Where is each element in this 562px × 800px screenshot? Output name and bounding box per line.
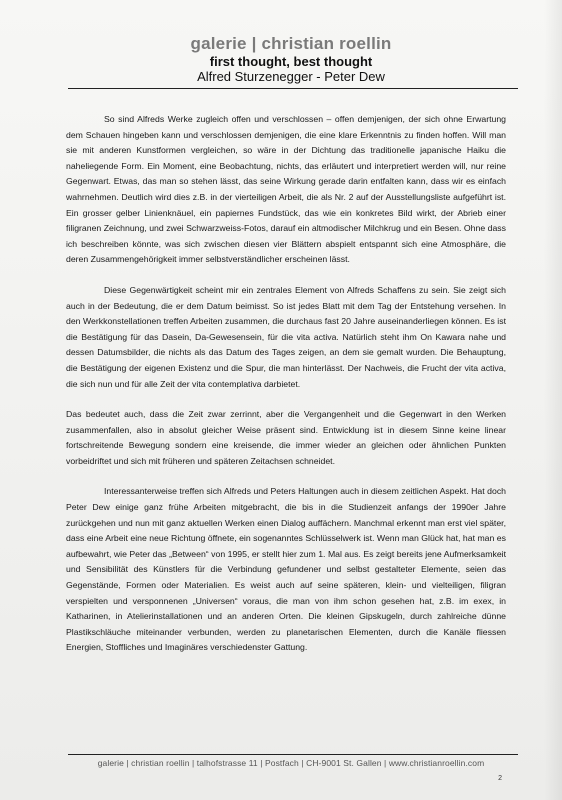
page-edge-shadow bbox=[544, 0, 562, 800]
paragraph-2: Diese Gegenwärtigkeit scheint mir ein zentrales Element von Alfreds Schaffens zu sein. Sie zeigt sich auch in der Bedeutung, die er dem Datum beimisst. So ist jedes Blatt mit dem Tag der Entstehung versehen. In den Werkkonstellationen treffen Arbeiten zusammen, die durchaus fast 20 Jahre auseinanderliegen können. Es ist die Bestätigung für das Dasein, Da-Gewesensein, für die vita activa. Natürlich steht ihm On Kawara nahe und dessen Datumsbilder, die nichts als das Datum des Tages zeigen, an dem sie gemalt wurden. Die Behauptung, die Bestätigung der eigenen Existenz und die Spur, die man hinterlässt. Der Nachweis, die Frucht der vita activa, die sich nun und für alle Zeit der vita contemplativa darbietet. bbox=[66, 284, 506, 389]
paragraph-3: Das bedeutet auch, dass die Zeit zwar zerrinnt, aber die Vergangenheit und die Gegenwart in den Werken zusammenfallen, also in absolut gleicher Weise präsent sind. Entwicklung ist in diesem Sinne keine linear fortschreitende Bewegung sondern eine kreisende, die immer wieder an gleichen oder ähnlichen Punkten vorbeidriftet und sich mit früheren und späteren Zeitachsen schneidet. bbox=[66, 409, 506, 466]
header-divider bbox=[68, 88, 518, 89]
letterhead bbox=[60, 34, 522, 84]
paragraph-1: So sind Alfreds Werke zugleich offen und verschlossen – offen demjenigen, der sich ohne Erwartung dem Schauen hingeben kann und verschlossen demjenigen, die eine klare Erkenntnis zu finden hoffen. Will man sie mit anderen Kunstformen vergleichen, so wäre in der Dichtung das traditionelle japanische Haiku die naheliegende Form. Ein Moment, eine Beobachtung, nichts, das erläutert und interpretiert werden will, nur reine Gegenwart. Etwas, das man so stehen lässt, das seine Wirkung gerade darin entfalten kann, dass wir es einfach wahrnehmen. Deutlich wird dies z.B. in der vierteiligen Arbeit, die als Nr. 2 auf der Ausstellungsliste aufgeführt ist. Ein grosser gelber Linienknäuel, ein papiernes Fundstück, das wie ein konkretes Bild wirkt, der Abrieb einer filigranen Zeichnung, und zwei Schwarzweiss-Fotos, darauf ein altmodischer Milchkrug und ein Besen. Ohne dass ich beschreiben könnte, was sich zwischen diesen vier Blättern abspielt entspannt sich eine Atmosphäre, die deren Zusammengehörigkeit immer selbstverständlicher erscheinen lässt. bbox=[66, 114, 506, 265]
artists-line: Alfred Sturzenegger - Peter Dew bbox=[197, 69, 385, 84]
exhibition-title: first thought, best thought bbox=[209, 54, 373, 69]
gallery-name: galerie | christian roellin bbox=[190, 34, 392, 53]
paragraph-4: Interessanterweise treffen sich Alfreds und Peters Haltungen auch in diesem zeitlichen Aspekt. Hat doch Peter Dew einige ganz frühe Arbeiten mitgebracht, die bis in die Studienzeit anfangs der 1990er Jahre zurückgehen und nun mit ganz aktuellen Werken einen Dialog auffächern. Manchmal erkennt man erst viel später, dass eine Arbeit eine neue Richtung öffnete, ein sogenanntes Schlüsselwerk ist. Wenn man Glück hat, hat man es aufbewahrt, wie Peter das „Between“ von 1995, er stellt hier zum 1. Mal aus. Es zeigt bereits jene Aufmerksamkeit und Sensibilität des Künstlers für die Verbindung gefundener und selbst gestalteter Elemente, seien das Gegenstände, Formen oder Materialien. Es weist auch auf seine späteren, klein- und vielteiligen, filigran verspielten und versponnenen „Universen“ voraus, die man von ihm schon gesehen hat, z.B. im exex, in Katharinen, in Atelierinstallationen und an anderen Orten. Die kleinen Gipskugeln, durch zahlreiche dünne Plastikschläuche miteinander verbunden, werden zu planetarischen Elementen, durch die Kanäle fliessen Energien, Stoffliches und Imaginäres verschiedenster Gattung. bbox=[66, 486, 506, 653]
footer-divider bbox=[68, 754, 518, 755]
page-number: 2 bbox=[498, 775, 502, 782]
footer-address: galerie | christian roellin | talhofstrasse 11 | Postfach | CH-9001 St. Gallen | www.christianroellin.com bbox=[97, 758, 485, 768]
essay-body bbox=[66, 112, 506, 671]
